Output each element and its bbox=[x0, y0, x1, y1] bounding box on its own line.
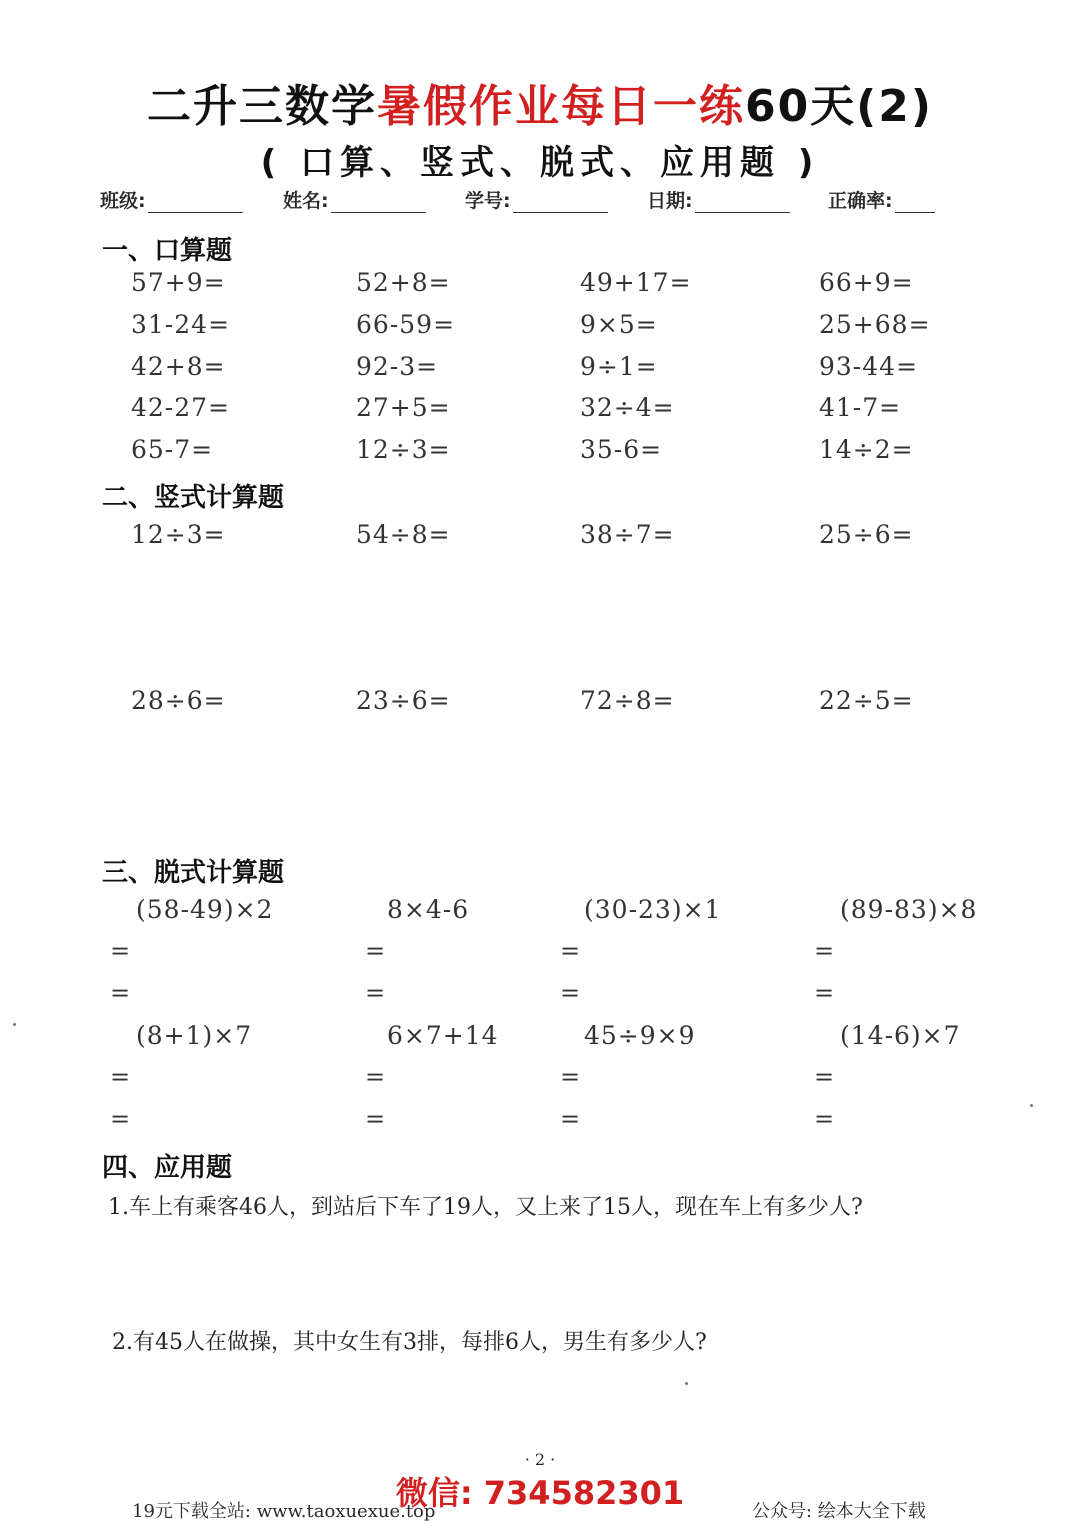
footer-download-site: 19元下载全站: www.taoxuexue.top bbox=[132, 1501, 436, 1522]
equals-sign: = bbox=[560, 1105, 581, 1133]
vertical-problem: 12÷3= bbox=[131, 520, 226, 549]
scan-speck bbox=[685, 1382, 688, 1385]
mental-problem: 35-6= bbox=[580, 435, 663, 464]
mental-problem: 93-44= bbox=[819, 352, 919, 381]
date-blank[interactable] bbox=[695, 190, 790, 213]
equals-sign: = bbox=[560, 1063, 581, 1091]
info-date: 日期: bbox=[647, 186, 790, 213]
info-class: 班级: bbox=[100, 186, 243, 213]
equals-sign: = bbox=[365, 937, 386, 965]
stepwise-problem: (8+1)×7 bbox=[136, 1021, 253, 1050]
mental-problem: 65-7= bbox=[131, 435, 214, 464]
name-blank[interactable] bbox=[331, 190, 426, 213]
equals-sign: = bbox=[560, 937, 581, 965]
scan-speck bbox=[13, 1023, 16, 1026]
stepwise-problem: (58-49)×2 bbox=[136, 895, 274, 924]
stepwise-problem: (30-23)×1 bbox=[584, 895, 722, 924]
scan-speck bbox=[1030, 1104, 1033, 1107]
mental-problem: 66-59= bbox=[356, 310, 456, 339]
mental-problem: 42+8= bbox=[131, 352, 226, 381]
title-part-3: 60天(2) bbox=[744, 81, 934, 132]
mental-problem: 57+9= bbox=[131, 268, 226, 297]
mental-problem: 66+9= bbox=[819, 268, 914, 297]
equals-sign: = bbox=[110, 1063, 131, 1091]
mental-problem: 92-3= bbox=[356, 352, 439, 381]
mental-problem: 49+17= bbox=[580, 268, 692, 297]
mental-problem: 9÷1= bbox=[580, 352, 658, 381]
vertical-problem: 38÷7= bbox=[580, 520, 675, 549]
info-name: 姓名: bbox=[283, 186, 426, 213]
equals-sign: = bbox=[110, 979, 131, 1007]
section-mental-heading: 一、口算题 bbox=[102, 236, 233, 266]
mental-problem: 27+5= bbox=[356, 393, 451, 422]
stepwise-problem: 8×4-6 bbox=[387, 895, 470, 924]
equals-sign: = bbox=[814, 1063, 835, 1091]
worksheet-title bbox=[0, 70, 1080, 134]
vertical-problem: 25÷6= bbox=[819, 520, 914, 549]
mental-problem: 42-27= bbox=[131, 393, 231, 422]
student-no-blank[interactable] bbox=[513, 190, 608, 213]
page-number: · 2 · bbox=[524, 1450, 556, 1469]
mental-problem: 32÷4= bbox=[580, 393, 675, 422]
vertical-problem: 72÷8= bbox=[580, 686, 675, 715]
mental-problem: 52+8= bbox=[356, 268, 451, 297]
vertical-problem: 54÷8= bbox=[356, 520, 451, 549]
mental-problem: 25+68= bbox=[819, 310, 931, 339]
info-accuracy: 正确率: bbox=[828, 186, 935, 213]
info-student-no: 学号: bbox=[465, 186, 608, 213]
stepwise-problem: (89-83)×8 bbox=[840, 895, 978, 924]
equals-sign: = bbox=[110, 1105, 131, 1133]
stepwise-problem: 6×7+14 bbox=[387, 1021, 499, 1050]
equals-sign: = bbox=[814, 937, 835, 965]
title-part-2: 暑假作业每日一练 bbox=[376, 81, 745, 132]
student-info-row bbox=[100, 186, 980, 218]
equals-sign: = bbox=[814, 979, 835, 1007]
word-problem-2: 2.有45人在做操，其中女生有3排，每排6人，男生有多少人? bbox=[112, 1330, 707, 1355]
accuracy-blank[interactable] bbox=[895, 190, 935, 213]
mental-problem: 9×5= bbox=[580, 310, 658, 339]
word-problem-1: 1.车上有乘客46人，到站后下车了19人，又上来了15人，现在车上有多少人? bbox=[108, 1195, 863, 1220]
vertical-problem: 23÷6= bbox=[356, 686, 451, 715]
section-vertical-heading: 二、竖式计算题 bbox=[102, 483, 285, 513]
section-stepwise-heading: 三、脱式计算题 bbox=[102, 858, 285, 888]
worksheet-subtitle: ( 口算、竖式、脱式、应用题 ) bbox=[260, 143, 820, 183]
mental-problem: 12÷3= bbox=[356, 435, 451, 464]
equals-sign: = bbox=[110, 937, 131, 965]
equals-sign: = bbox=[560, 979, 581, 1007]
stepwise-problem: (14-6)×7 bbox=[840, 1021, 961, 1050]
class-blank[interactable] bbox=[148, 190, 243, 213]
equals-sign: = bbox=[365, 1105, 386, 1133]
mental-problem: 41-7= bbox=[819, 393, 902, 422]
equals-sign: = bbox=[365, 979, 386, 1007]
stepwise-problem: 45÷9×9 bbox=[584, 1021, 696, 1050]
wechat-contact: 微信: 734582301 bbox=[395, 1474, 685, 1512]
vertical-problem: 22÷5= bbox=[819, 686, 914, 715]
mental-problem: 31-24= bbox=[131, 310, 231, 339]
title-part-1: 二升三数学 bbox=[146, 81, 377, 132]
equals-sign: = bbox=[365, 1063, 386, 1091]
vertical-problem: 28÷6= bbox=[131, 686, 226, 715]
mental-problem: 14÷2= bbox=[819, 435, 914, 464]
section-word-problems-heading: 四、应用题 bbox=[102, 1153, 233, 1183]
equals-sign: = bbox=[814, 1105, 835, 1133]
footer-public-account: 公众号: 绘本大全下载 bbox=[752, 1501, 926, 1522]
